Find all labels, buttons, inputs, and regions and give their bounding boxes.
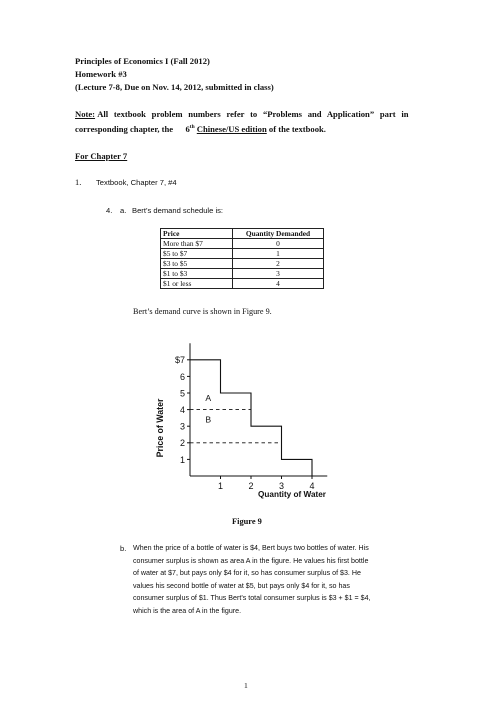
y-axis-label: Price of Water [155,398,165,458]
chapter-heading: For Chapter 7 [75,151,128,161]
price-cell: $3 to $5 [161,259,233,269]
part-b-line: When the price of a bottle of water is $4, Bert buys two bottles of water. His [133,544,369,552]
area-label: A [205,392,212,403]
price-cell: $1 to $3 [161,269,233,279]
y-tick-label: 5 [179,388,185,399]
edition-ordinal: 6 [185,123,190,134]
part-b-line: values his second bottle of water at $5, but pays only $4 for it, so has [133,581,350,590]
note-line-2 [75,122,326,134]
y-tick-label: 1 [179,454,185,465]
homework-label: Homework #3 [75,69,127,79]
note-line-1 [75,109,421,119]
note-line-2a: corresponding chapter, the [75,123,174,134]
price-cell: More than $7 [161,239,233,249]
quantity-cell: 3 [233,269,324,279]
part-b-label: b. [120,544,127,553]
x-tick-label: 4 [309,481,315,491]
price-cell: $1 or less [161,279,233,289]
table-header-row [161,229,324,239]
part-b-line: which is the area of A in the figure. [133,606,242,615]
table-row [161,249,324,259]
x-axis-label: Quantity of Water [258,490,326,499]
doc-title: Principles of Economics I (Fall 2012) [75,56,210,66]
part-b-line: consumer surplus is shown as area A in the figure. He values his first bottle [133,556,369,565]
note-line-2-rest: of the textbook. [268,123,326,134]
price-header: Price [161,229,233,239]
page-number: 1 [244,681,248,690]
item-1-text: Textbook, Chapter 7, #4 [96,178,177,187]
y-tick-label: $7 [174,355,185,366]
table-row [161,279,324,289]
quantity-cell: 4 [233,279,324,289]
table-row [161,269,324,279]
y-tick-label: 6 [179,371,185,382]
edition-ordinal-suffix: th [189,124,195,130]
y-tick-label: 4 [179,405,185,415]
table-row [161,259,324,269]
demand-curve-chart [150,330,350,505]
question-4a-label: a. [120,206,127,215]
edition-name: Chinese/US edition [196,123,267,134]
demand-schedule-table [160,228,324,289]
x-tick-label: 1 [217,481,224,491]
y-tick-label: 2 [179,438,185,449]
quantity-cell: 0 [233,239,324,249]
question-4a-text: Bert’s demand schedule is: [132,206,224,215]
quantity-cell: 1 [233,249,324,259]
x-tick-label: 3 [278,481,285,491]
part-b-paragraph [133,542,371,618]
part-b-line: of water at $7, but pays only $4 for it, so has consumer surplus of $3. He [133,569,361,578]
table-row [161,239,324,249]
question-4-number: 4. [106,206,113,215]
figure-caption: Figure 9 [232,517,262,526]
quantity-header: Quantity Demanded [233,229,324,239]
part-b-line: consumer surplus of $1. Thus Bert’s total consumer surplus is $3 + $1 = $4, [133,594,371,603]
note-line-1-text: All textbook problem numbers refer to “Problems and Application” part in [97,109,409,119]
item-1-number: 1. [75,178,82,187]
lecture-info: (Lecture 7-8, Due on Nov. 14, 2012, submitted in class) [75,82,274,92]
y-tick-label: 3 [179,421,185,432]
x-tick-label: 2 [248,481,254,491]
quantity-cell: 2 [233,259,324,269]
price-cell: $5 to $7 [161,249,233,259]
area-label: B [205,414,212,425]
demand-curve-caption: Bert’s demand curve is shown in Figure 9. [133,307,272,316]
note-prefix: Note: [75,109,96,119]
